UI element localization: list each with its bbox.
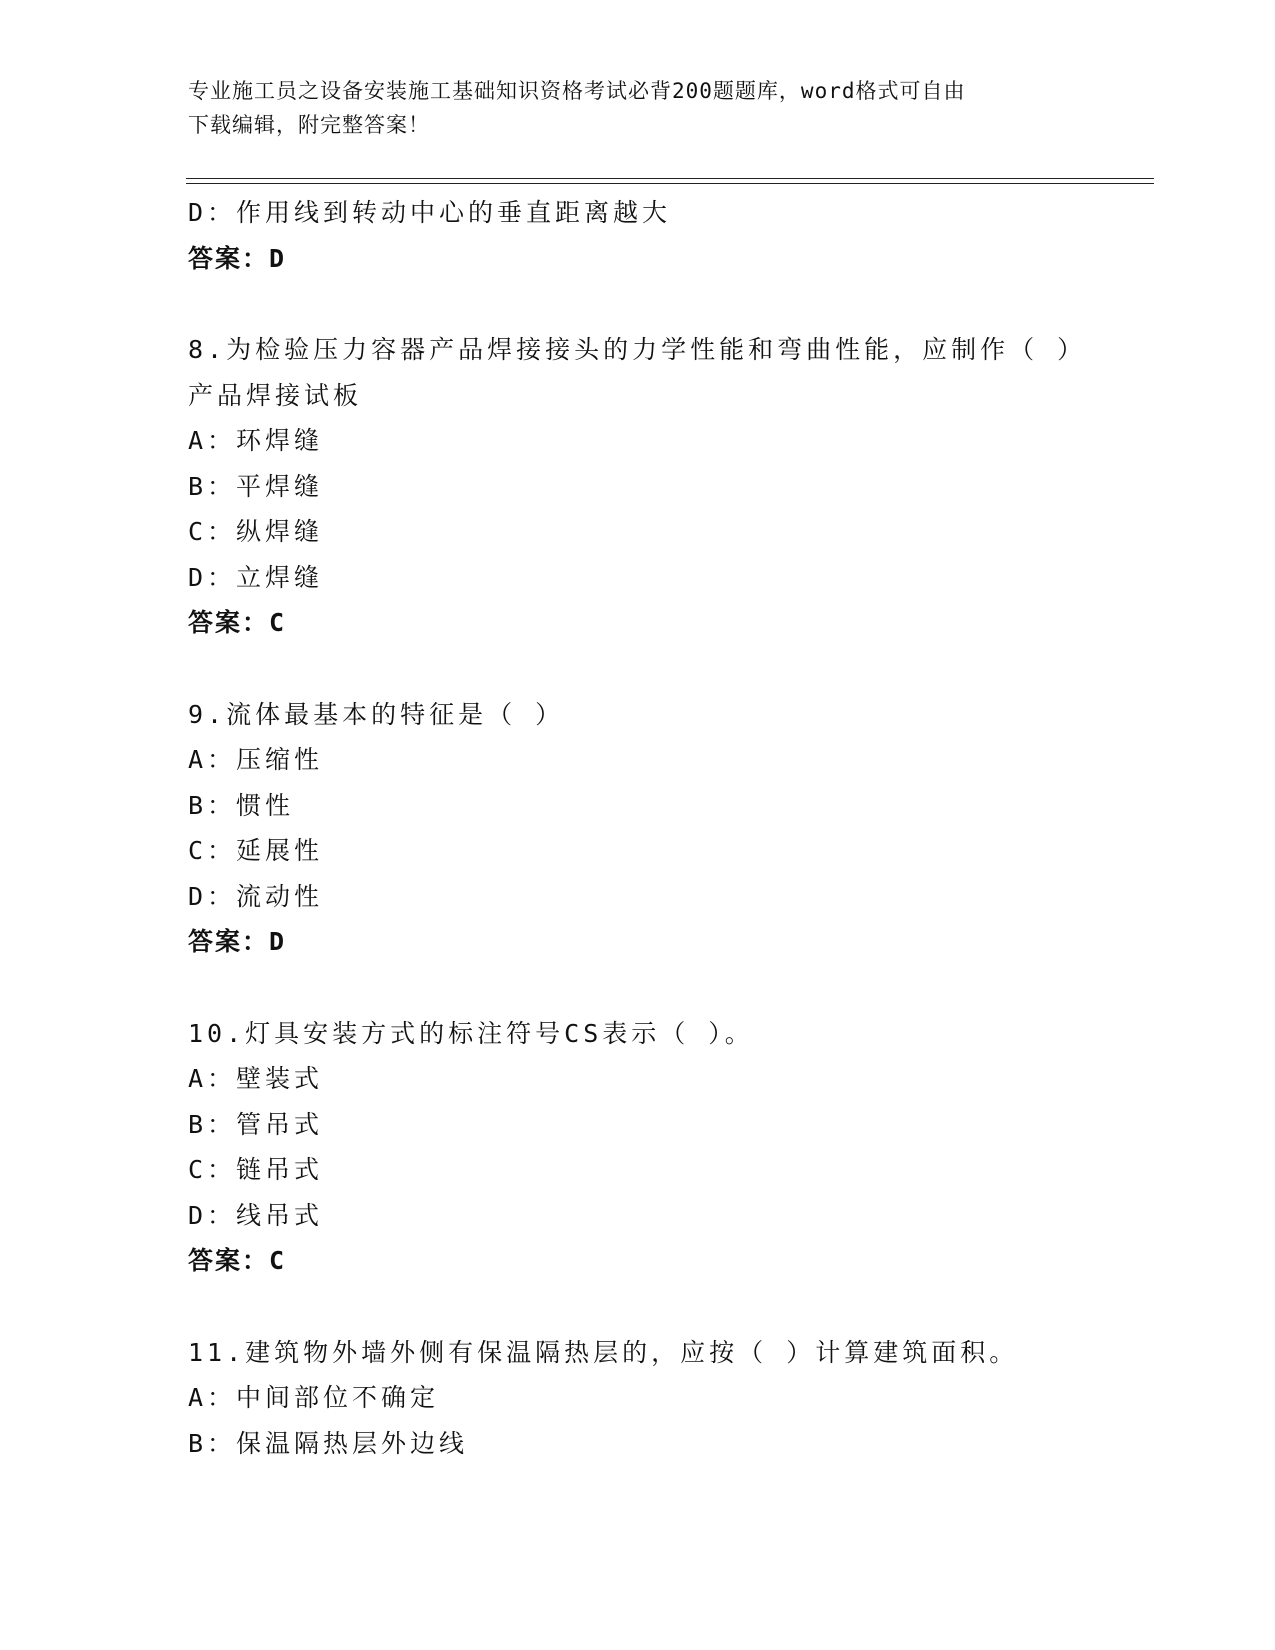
question-stem: 8.为检验压力容器产品焊接接头的力学性能和弯曲性能，应制作（ ）	[188, 335, 1087, 364]
option-a: A：环焊缝	[188, 426, 324, 455]
answer: 答案：C	[188, 608, 287, 637]
option-b: B：惯性	[188, 790, 295, 820]
answer: 答案：D	[188, 243, 287, 273]
option-a: A：壁装式	[188, 1064, 324, 1093]
answer: 答案：D	[188, 927, 287, 956]
option-c: C：延展性	[188, 836, 324, 865]
spacer	[188, 646, 1088, 692]
spacer	[188, 281, 1088, 327]
question-stem: 9.流体最基本的特征是（ ）	[188, 699, 565, 729]
question-8	[188, 327, 1088, 646]
question-stem: 11.建筑物外墙外侧有保温隔热层的，应按（ ）计算建筑面积。	[188, 1337, 1019, 1367]
header-line-1: 专业施工员之设备安装施工基础知识资格考试必背200题题库，word格式可自由	[188, 79, 966, 103]
option-a: A：中间部位不确定	[188, 1383, 440, 1412]
option-a: A：压缩性	[188, 745, 324, 774]
option-b: B：管吊式	[188, 1109, 324, 1139]
header-divider-top	[186, 178, 1154, 179]
option-c: C：纵焊缝	[188, 517, 324, 546]
option-b: B：保温隔热层外边线	[188, 1428, 469, 1458]
question-stem-continued: 产品焊接试板	[188, 380, 363, 410]
header-divider-bottom	[186, 183, 1154, 184]
option-d: D：作用线到转动中心的垂直距离越大	[188, 198, 672, 227]
option-b: B：平焊缝	[188, 471, 324, 501]
option-d: D：线吊式	[188, 1200, 324, 1230]
document-header	[188, 74, 1068, 142]
header-line-2: 下载编辑，附完整答案！	[188, 113, 430, 137]
option-c: C：链吊式	[188, 1155, 324, 1184]
question-10	[188, 1011, 1088, 1284]
question-stem: 10.灯具安装方式的标注符号CS表示（ ）。	[188, 1018, 754, 1048]
answer: 答案：C	[188, 1246, 287, 1275]
question-list	[188, 190, 1088, 1466]
question-11	[188, 1330, 1088, 1467]
option-d: D：立焊缝	[188, 562, 324, 592]
spacer	[188, 1284, 1088, 1330]
question-9	[188, 692, 1088, 965]
option-d: D：流动性	[188, 881, 324, 911]
spacer	[188, 965, 1088, 1011]
